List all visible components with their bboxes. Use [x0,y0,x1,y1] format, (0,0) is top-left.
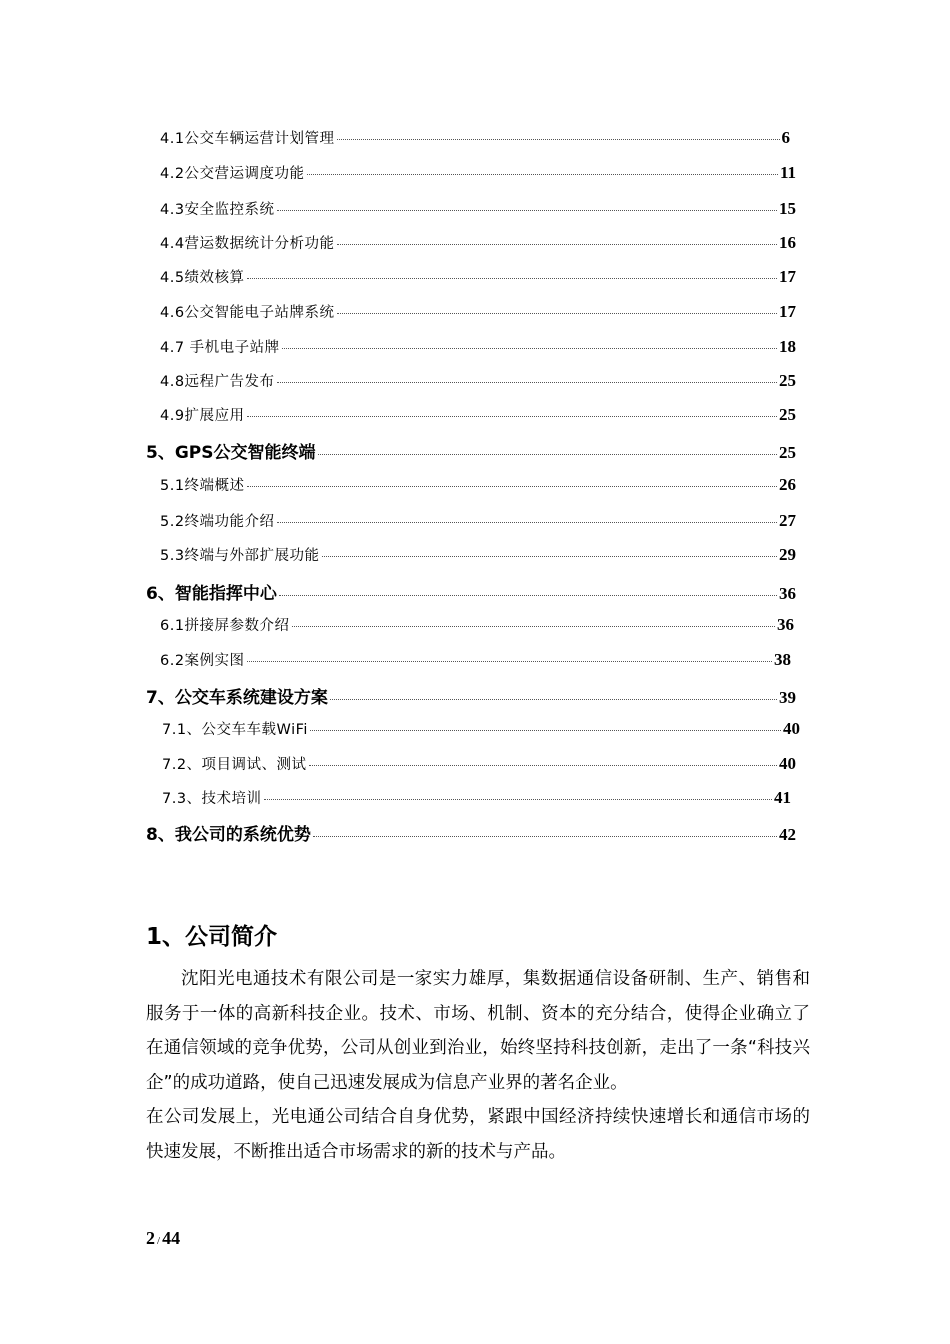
toc-entry-title: 4.7 手机电子站牌 [160,340,280,356]
toc-dot-leader [247,661,772,662]
toc-entry[interactable] [162,718,800,739]
toc-dot-leader [318,454,778,455]
toc-entry[interactable] [160,266,796,287]
toc-entry-page: 17 [779,302,796,321]
toc-entry[interactable] [146,683,796,708]
toc-entry-page: 6 [781,128,790,147]
toc-entry-page: 25 [779,371,796,390]
toc-entry[interactable] [146,438,796,463]
toc-entry-title: 4.2公交营运调度功能 [160,166,305,182]
toc-dot-leader [310,730,781,731]
toc-entry-page: 26 [779,475,796,494]
toc-entry[interactable] [160,232,796,253]
toc-entry[interactable] [160,544,796,565]
toc-dot-leader [337,313,777,314]
toc-entry-page: 40 [779,754,796,773]
toc-dot-leader [292,626,775,627]
toc-dot-leader [337,244,777,245]
toc-entry-title: 5.2终端功能介绍 [160,514,275,530]
toc-entry-title: 4.9扩展应用 [160,408,245,424]
toc-entry-page: 39 [779,688,796,707]
toc-entry-page: 16 [779,233,796,252]
toc-entry-page: 25 [779,405,796,424]
paragraph: 在公司发展上，光电通公司结合自身优势，紧跟中国经济持续快速增长和通信市场的快速发展，不断推出适合市场需求的新的技术与产品。 [146,1107,810,1162]
toc-entry-title: 6.2案例实图 [160,653,245,669]
toc-entry[interactable] [160,614,794,635]
toc-entry-title: 8、我公司的系统优势 [146,825,311,845]
toc-entry-page: 29 [779,545,796,564]
toc-dot-leader [247,278,777,279]
toc-entry[interactable] [162,753,796,774]
paragraph: 沈阳光电通技术有限公司是一家实力雄厚，集数据通信设备研制、生产、销售和服务于一体的高新科技企业。技术、市场、机制、资本的充分结合，使得企业确立了在通信领域的竞争优势，公司从创业到治业，始终坚持科技创新，走出了一条“科技兴企”的成功道路，使自己迅速发展成为信息产业界的著名企业。 [146,969,810,1093]
toc-dot-leader [247,416,777,417]
toc-dot-leader [330,699,777,700]
toc-dot-leader [277,522,777,523]
section-heading: 1、公司简介 [146,924,278,950]
page-separator: / [157,1235,161,1247]
toc-entry[interactable] [160,127,790,148]
toc-dot-leader [279,595,777,596]
toc-entry-page: 41 [774,788,791,807]
toc-entry-page: 18 [779,337,796,356]
toc-entry-title: 4.6公交智能电子站牌系统 [160,305,335,321]
toc-entry-title: 4.4营运数据统计分析功能 [160,236,335,252]
toc-entry-page: 25 [779,443,796,462]
toc-entry[interactable] [146,579,796,604]
toc-entry-title: 5.1终端概述 [160,478,245,494]
toc-entry-title: 5.3终端与外部扩展功能 [160,548,320,564]
toc-entry-title: 6.1拼接屏参数介绍 [160,618,290,634]
toc-entry-page: 36 [779,584,796,603]
toc-entry[interactable] [160,301,796,322]
toc-entry-title: 4.8远程广告发布 [160,374,275,390]
toc-dot-leader [247,486,777,487]
toc-dot-leader [282,348,777,349]
toc-entry[interactable] [160,474,796,495]
toc-entry[interactable] [160,404,796,425]
toc-entry-page: 11 [779,163,796,182]
toc-entry[interactable] [160,162,796,183]
toc-entry[interactable] [162,787,791,808]
toc-entry[interactable] [160,510,796,531]
toc-entry[interactable] [160,370,796,391]
toc-entry[interactable] [160,336,796,357]
toc-entry-title: 6、智能指挥中心 [146,584,277,604]
toc-entry-title: 4.3安全监控系统 [160,202,275,218]
current-page: 2 [146,1228,155,1248]
toc-dot-leader [309,765,777,766]
toc-entry[interactable] [146,820,796,845]
toc-dot-leader [277,382,777,383]
toc-entry-title: 7.3、技术培训 [162,791,262,807]
total-pages: 44 [162,1228,181,1248]
page-number [146,1228,180,1249]
toc-entry-title: 4.5绩效核算 [160,270,245,286]
toc-dot-leader [264,799,772,800]
toc-dot-leader [337,139,780,140]
toc-entry-title: 7、公交车系统建设方案 [146,688,328,708]
body-text [146,962,810,1169]
toc-entry-title: 7.2、项目调试、测试 [162,757,307,773]
toc-dot-leader [313,836,777,837]
toc-entry-page: 40 [783,719,800,738]
toc-entry[interactable] [160,198,796,219]
toc-entry-title: 4.1公交车辆运营计划管理 [160,131,335,147]
toc-entry-page: 36 [777,615,794,634]
toc-entry-page: 17 [779,267,796,286]
toc-entry-page: 15 [779,199,796,218]
toc-entry-page: 38 [774,650,791,669]
toc-dot-leader [307,174,778,175]
toc-dot-leader [322,556,777,557]
toc-entry-title: 5、GPS公交智能终端 [146,443,316,463]
toc-entry-page: 27 [779,511,796,530]
toc-dot-leader [277,210,777,211]
toc-entry-page: 42 [779,825,796,844]
toc-entry-title: 7.1、公交车车载WiFi [162,722,308,738]
toc-entry[interactable] [160,649,791,670]
